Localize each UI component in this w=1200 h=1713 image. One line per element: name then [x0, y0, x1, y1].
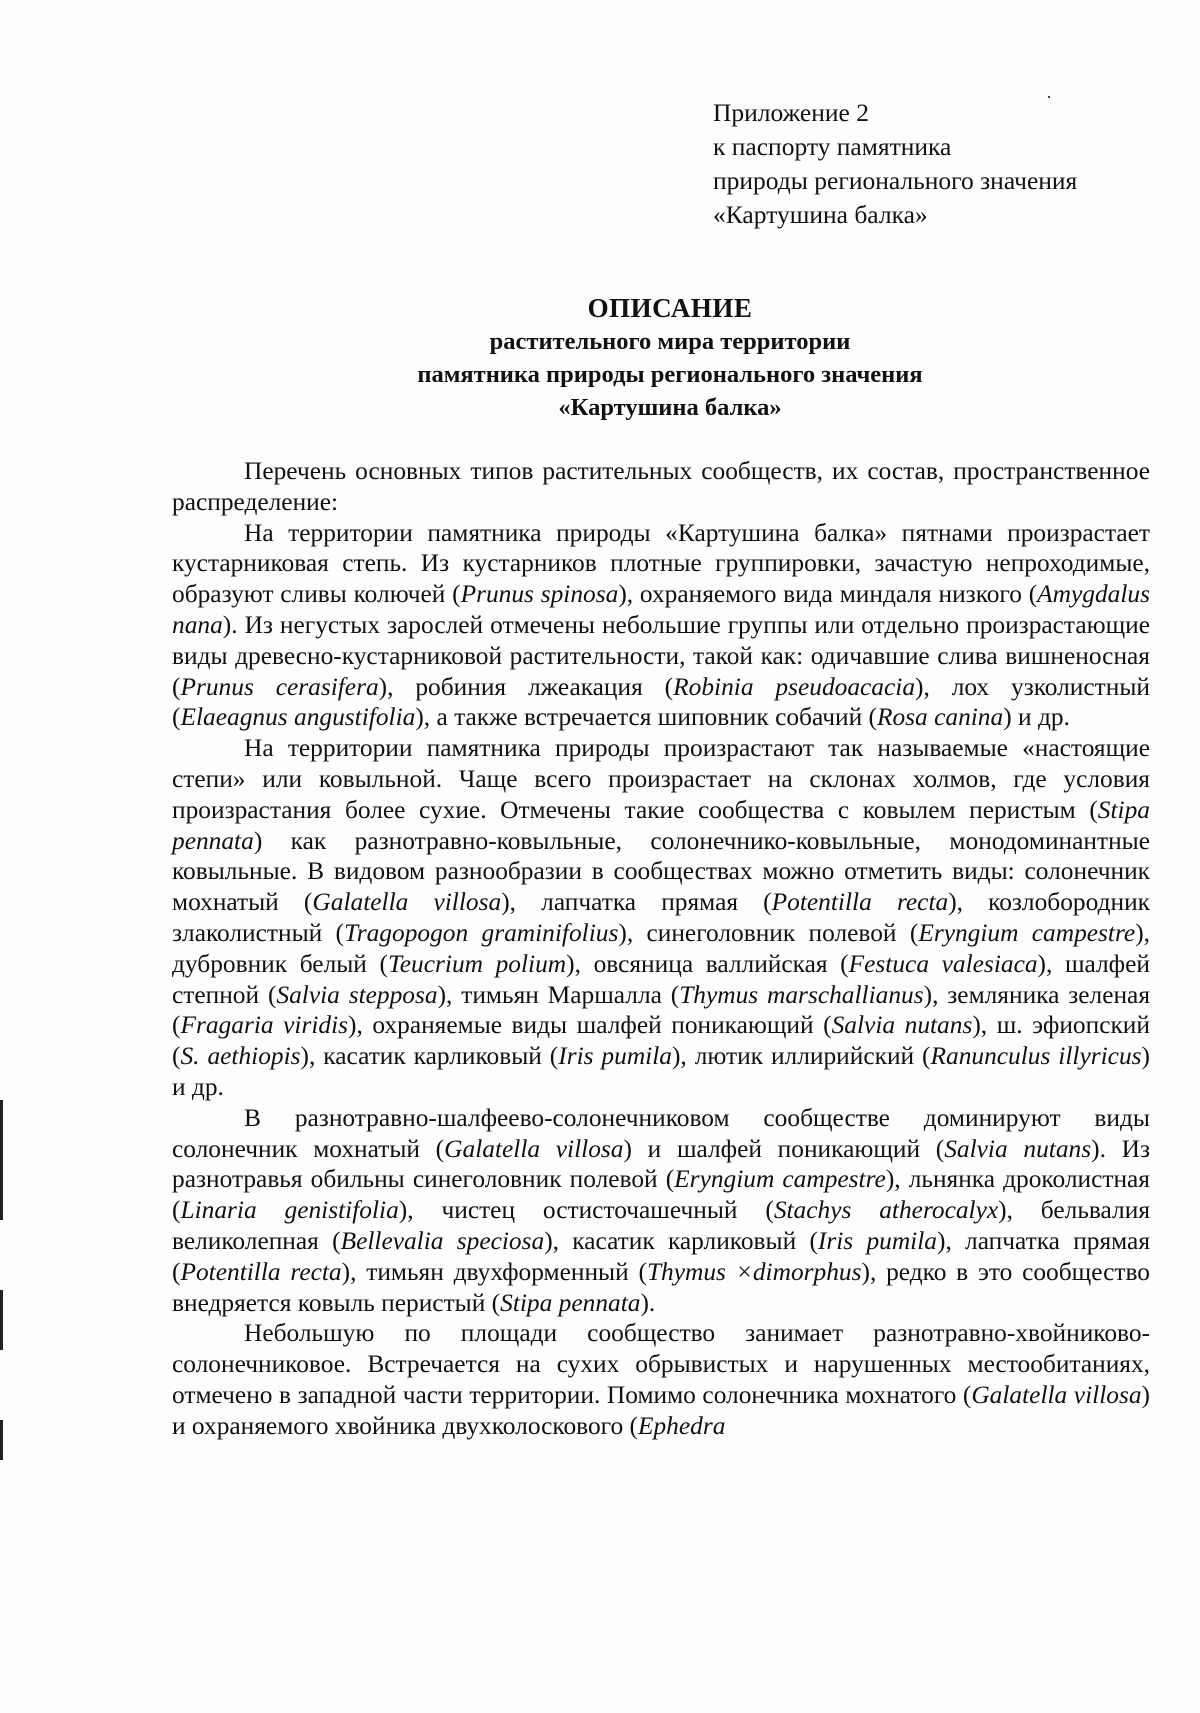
- latin-name: Tragopogon graminifolius: [344, 918, 619, 947]
- paragraph-text: ) как разнотравно-ковыльные, солонечнико-ковыльные, монодоминантные ковыльные. В видовом разнообразии в сообществах можно отметить виды: солонечник мохнатый (: [172, 826, 1150, 917]
- paragraph-text: ) и шалфей поникающий (: [623, 1134, 945, 1163]
- latin-name: Fragaria viridis: [180, 1011, 349, 1040]
- paragraph-true-steppe: [172, 733, 1150, 1103]
- appendix-line: природы регионального значения: [713, 166, 1078, 195]
- paragraph-text: ), охраняемые виды шалфей поникающий (: [348, 1011, 832, 1040]
- latin-name: Rosa canina: [876, 703, 1004, 732]
- latin-name: Iris pumila: [817, 1226, 937, 1255]
- paragraph-text: Перечень основных типов растительных сообществ, их состав, пространственное распределение:: [172, 457, 1150, 516]
- appendix-line: к паспорту памятника: [713, 132, 952, 161]
- title-line: растительного мира территории: [489, 328, 851, 355]
- latin-name: Linaria genistifolia: [180, 1196, 399, 1225]
- paragraph-text: ), лапчатка прямая (: [172, 1226, 1151, 1286]
- latin-name: Stipa pennata: [500, 1288, 641, 1317]
- latin-name: Galatella villosa: [444, 1134, 624, 1163]
- scan-edge-mark: [0, 1290, 3, 1350]
- paragraph-text: ), лох узколистный (: [172, 672, 1150, 732]
- paragraph-text: ), льнянка дроколистная (: [172, 1165, 1150, 1225]
- latin-name: Salvia stepposa: [276, 980, 438, 1009]
- paragraph-text: ), чистец остисточашечный (: [398, 1196, 774, 1225]
- paragraph-shrub-steppe: [172, 518, 1150, 734]
- appendix-header: [713, 96, 1077, 232]
- latin-name: Robinia pseudoacacia: [673, 672, 916, 701]
- latin-name: Iris pumila: [558, 1042, 672, 1071]
- latin-name: Stipa pennata: [172, 795, 1150, 855]
- paragraph-text: ), а также встречается шиповник собачий (: [415, 703, 877, 732]
- paragraph-text: В разнотравно-шалфеево-солонечниковом сообществе доминируют виды солонечник мохнатый (: [172, 1103, 1150, 1163]
- paragraph-text: ) и охраняемого хвойника двухколоскового (: [172, 1380, 1150, 1440]
- paragraph-text: ), овсяница валлийская (: [566, 949, 849, 978]
- appendix-line: Приложение 2: [713, 98, 869, 127]
- paragraph-text: ) и др.: [172, 1042, 1150, 1101]
- appendix-line: «Картушина балка»: [713, 200, 928, 229]
- latin-name: Teucrium polium: [387, 949, 567, 978]
- paragraph-sage-community: [172, 1103, 1150, 1319]
- paragraph-text: На территории памятника природы «Картушина балка» пятнами произрастает кустарниковая степь. Из кустарников плотные группировки, зачастую непроходимые, образуют сливы колючей (: [172, 518, 1150, 609]
- paragraph-text: ), касатик карликовый (: [300, 1042, 559, 1071]
- latin-name: Thymus ×dimorphus: [646, 1257, 862, 1286]
- document-body: [172, 456, 1150, 1442]
- paragraph-text: ), шалфей степной (: [172, 949, 1150, 1009]
- latin-name: Prunus cerasifera: [180, 672, 379, 701]
- paragraph-text: ), земляника зеленая (: [172, 980, 1151, 1040]
- paragraph-text: ), робиния лжеакация (: [378, 672, 674, 701]
- paragraph-text: ), синеголовник полевой (: [618, 918, 919, 947]
- latin-name: Eryngium campestre: [918, 918, 1136, 947]
- latin-name: Elaeagnus angustifolia: [180, 703, 416, 732]
- scan-edge-mark: [0, 1420, 3, 1460]
- paragraph-intro: [172, 456, 1150, 518]
- paragraph-text: Небольшую по площади сообщество занимает разнотравно-хвойниково-солонечниковое. Встречается на сухих обрывистых и нарушенных местообитаниях, отмечено в западной части территории. Помимо солонечника мохнатого (: [172, 1319, 1150, 1409]
- latin-name: Galatella villosa: [312, 888, 502, 917]
- latin-name: Prunus spinosa: [460, 580, 619, 609]
- paragraph-text: ), ш. эфиопский (: [172, 1011, 1150, 1071]
- scan-edge-mark: [0, 1100, 3, 1220]
- title-line: ОПИСАНИЕ: [587, 293, 753, 323]
- paragraph-text: На территории памятника природы произрастают так называемые «настоящие степи» или ковыльной. Чаще всего произрастает на склонах холмов, где условия произрастания более сухие. Отмечены такие сообщества с ковылем перистым (: [172, 734, 1150, 824]
- latin-name: Eryngium campestre: [674, 1165, 886, 1194]
- latin-name: Festuca valesiaca: [848, 949, 1038, 978]
- paragraph-text: ), дубровник белый (: [172, 918, 1150, 978]
- latin-name: S. aethiopis: [180, 1042, 301, 1071]
- document-title: [170, 292, 1170, 424]
- latin-name: Ephedra: [637, 1411, 726, 1440]
- title-line: «Картушина балка»: [558, 394, 782, 421]
- latin-name: Bellevalia speciosa: [340, 1226, 545, 1255]
- latin-name: Potentilla recta: [180, 1257, 342, 1286]
- latin-name: Stachys atherocalyx: [773, 1196, 999, 1225]
- paragraph-text: ). Из негустых зарослей отмечены небольшие группы или отдельно произрастающие виды древесно-кустарниковой растительности, такой как: одичавшие слива вишненосная (: [172, 610, 1150, 701]
- paragraph-text: ), тимьян двухформенный (: [341, 1257, 647, 1286]
- title-line: памятника природы регионального значения: [417, 361, 923, 388]
- paragraph-text: ) и др.: [1003, 703, 1070, 732]
- latin-name: Potentilla recta: [771, 888, 949, 917]
- latin-name: Ranunculus illyricus: [930, 1042, 1142, 1071]
- paragraph-text: ). Из разнотравья обильны синеголовник полевой (: [172, 1134, 1150, 1194]
- latin-name: Salvia nutans: [831, 1011, 973, 1040]
- latin-name: Salvia nutans: [944, 1134, 1092, 1163]
- paragraph-text: ), бельвалия великолепная (: [172, 1196, 1150, 1255]
- paragraph-text: ), охраняемого вида миндаля низкого (: [618, 580, 1038, 609]
- paragraph-text: ), лютик иллирийский (: [671, 1042, 931, 1071]
- paragraph-text: ), козлобородник злаколистный (: [172, 888, 1150, 947]
- paragraph-text: ), касатик карликовый (: [544, 1226, 818, 1255]
- paragraph-ephedra-community: [172, 1318, 1150, 1441]
- paragraph-text: ), лапчатка прямая (: [501, 888, 772, 917]
- latin-name: Amygdalus nana: [172, 580, 1150, 639]
- latin-name: Thymus marschallianus: [679, 980, 924, 1009]
- paragraph-text: ), тимьян Маршалла (: [437, 980, 680, 1009]
- latin-name: Galatella villosa: [971, 1380, 1142, 1409]
- paragraph-text: ), редко в это сообщество внедряется ковыль перистый (: [172, 1257, 1151, 1317]
- paragraph-text: ).: [640, 1288, 656, 1317]
